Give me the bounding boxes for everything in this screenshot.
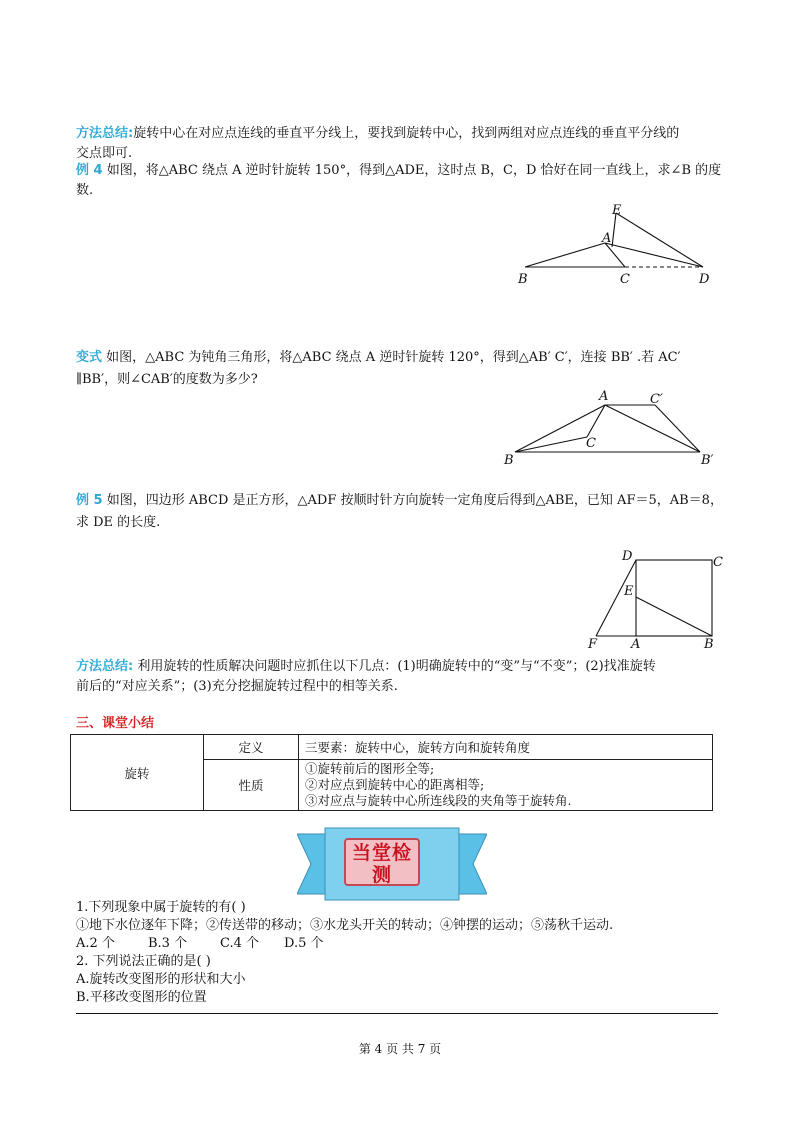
option-a: A.2 个 (76, 936, 115, 951)
option-b: B.3 个 (148, 936, 188, 951)
label-a: A (602, 231, 612, 246)
variant-figure (495, 385, 735, 475)
segment-ba (525, 243, 605, 267)
example-5-label: 例 5 (76, 493, 103, 508)
method-summary-text: 旋转中心在对应点连线的垂直平分线上，要找到旋转中心，找到两组对应点连线的垂直平分线的 (133, 126, 680, 141)
footer-divider (76, 1013, 718, 1014)
example-5 (76, 491, 726, 511)
segment-ad (605, 243, 703, 267)
example-4-label: 例 4 (76, 163, 103, 178)
summary-topic: 旋转 (71, 735, 204, 811)
method-summary-2-label: 方法总结: (76, 659, 134, 674)
example-5-cont (76, 513, 726, 533)
example-4 (76, 161, 726, 181)
square-abcd (636, 560, 712, 636)
label-b: B (518, 272, 528, 287)
method-summary-2 (76, 657, 726, 677)
quiz-question-2-option-b: B.平移改变图形的位置 (76, 990, 207, 1005)
segment-c-prime-b-prime (655, 405, 700, 452)
label-c: C (586, 436, 596, 451)
segment-ed (616, 213, 703, 267)
summary-row-property-name: 性质 (204, 760, 299, 811)
quiz-banner-line1: 当堂检 (351, 842, 412, 864)
quiz-question-2: 2. 下列说法正确的是( ) (76, 954, 211, 969)
example-5-text-cont: 求 DE 的长度. (76, 515, 161, 530)
label-d: D (699, 272, 710, 287)
example-5-text: 如图，四边形 ABCD 是正方形，△ADF 按顺时针方向旋转一定角度后得到△ABE，已知 AF＝5，AB＝8， (102, 493, 723, 508)
quiz-question-1: 1.下列现象中属于旋转的有( ) (76, 900, 246, 915)
label-e: E (624, 584, 634, 599)
variant-text-cont: ∥BB′，则∠CAB′的度数为多少? (76, 372, 258, 387)
label-e: E (612, 203, 622, 218)
page-number: 第 4 页 共 7 页 (358, 1042, 442, 1056)
property-item-1: ①旋转前后的图形全等; (305, 761, 435, 776)
quiz-question-2-option-a: A.旋转改变图形的形状和大小 (76, 972, 246, 987)
segment-ea (612, 213, 616, 247)
label-a: A (599, 389, 609, 404)
option-d: D.5 个 (284, 936, 324, 951)
label-b: B (704, 637, 714, 652)
property-item-3: ③对应点与旋转中心所连线段的夹角等于旋转角. (305, 793, 572, 808)
variant (76, 348, 726, 368)
method-summary-2-text-cont: 前后的“对应关系”；(3)充分挖掘旋转过程中的相等关系. (76, 679, 398, 694)
quiz-banner-line2: 测 (371, 864, 392, 886)
example-4-figure (500, 195, 730, 295)
method-summary-2-cont (76, 677, 726, 697)
label-b-prime: B′ (701, 453, 714, 468)
variant-label: 变式 (76, 350, 103, 365)
quiz-question-1-options (76, 934, 726, 954)
section-heading-summary: 三、课堂小结 (76, 716, 155, 731)
quiz-question-1-items: ①地下水位逐年下降；②传送带的移动；③水龙头开关的转动；④钟摆的运动；⑤荡秋千运动. (76, 918, 614, 933)
label-f: F (588, 637, 598, 652)
example-5-figure (580, 545, 730, 655)
method-summary-text-cont: 交点即可. (76, 146, 133, 161)
summary-table (70, 734, 713, 811)
quiz-banner-title (344, 838, 420, 886)
label-c-prime: C′ (650, 392, 663, 407)
segment-bc (515, 437, 587, 452)
summary-row-property-content (299, 760, 713, 811)
method-summary-label: 方法总结: (76, 126, 134, 141)
label-c: C (713, 555, 723, 570)
label-a: A (631, 637, 641, 652)
example-4-text: 如图，将△ABC 绕点 A 逆时针旋转 150°，得到△ADE，这时点 B，C，D 恰好在同一直线上，求∠B 的度 (102, 163, 722, 178)
variant-text: 如图，△ABC 为钝角三角形，将△ABC 绕点 A 逆时针旋转 120°，得到△AB′ C′，连接 BB′ .若 AC′ (102, 350, 681, 365)
segment-eb (636, 597, 712, 636)
summary-row-definition-content: 三要素：旋转中心，旋转方向和旋转角度 (299, 735, 713, 760)
summary-row-definition-name: 定义 (204, 735, 299, 760)
option-c: C.4 个 (220, 936, 260, 951)
segment-ab-prime (605, 405, 700, 452)
method-summary-2-text: 利用旋转的性质解决问题时应抓住以下几点：(1)明确旋转中的“变”与“不变”；(2)找准旋转 (133, 659, 656, 674)
example-4-text-cont: 数. (76, 183, 94, 198)
label-c: C (620, 272, 630, 287)
property-item-2: ②对应点到旋转中心的距离相等; (305, 777, 485, 792)
label-d: D (622, 549, 633, 564)
label-b: B (504, 453, 514, 468)
method-summary-1 (76, 124, 726, 144)
